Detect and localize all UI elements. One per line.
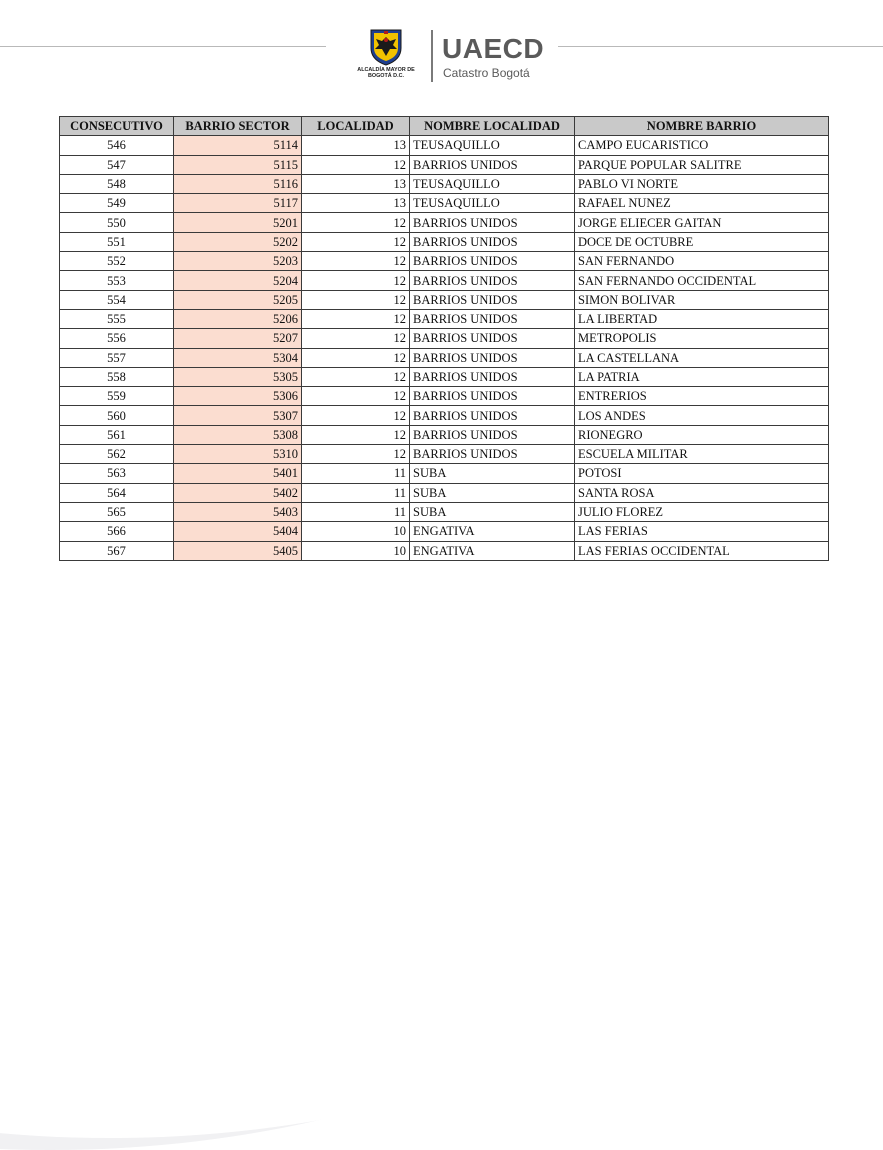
localidad-cell: 11	[302, 502, 410, 521]
table-row	[60, 522, 829, 541]
barrios-table	[59, 116, 829, 561]
nombre-localidad-cell: SUBA	[410, 483, 575, 502]
table-row	[60, 155, 829, 174]
barrio-sector-cell: 5404	[174, 522, 302, 541]
nombre-localidad-cell: BARRIOS UNIDOS	[410, 348, 575, 367]
brand-subtitle: Catastro Bogotá	[443, 66, 530, 80]
consecutivo-cell: 551	[60, 232, 174, 251]
localidad-cell: 12	[302, 329, 410, 348]
nombre-localidad-cell: BARRIOS UNIDOS	[410, 387, 575, 406]
table-row	[60, 309, 829, 328]
header-divider	[431, 30, 433, 82]
barrio-sector-cell: 5401	[174, 464, 302, 483]
barrio-sector-cell: 5202	[174, 232, 302, 251]
barrio-sector-cell: 5205	[174, 290, 302, 309]
barrio-sector-cell: 5201	[174, 213, 302, 232]
page-header	[0, 0, 883, 100]
barrio-sector-cell: 5310	[174, 445, 302, 464]
header-rule-left	[0, 46, 326, 47]
nombre-localidad-cell: TEUSAQUILLO	[410, 174, 575, 193]
consecutivo-cell: 554	[60, 290, 174, 309]
bogota-crest-icon	[368, 28, 404, 66]
consecutivo-cell: 565	[60, 502, 174, 521]
column-header-localidad: LOCALIDAD	[302, 117, 410, 136]
nombre-barrio-cell: SANTA ROSA	[575, 483, 829, 502]
localidad-cell: 12	[302, 232, 410, 251]
nombre-barrio-cell: JULIO FLOREZ	[575, 502, 829, 521]
nombre-barrio-cell: LOS ANDES	[575, 406, 829, 425]
nombre-localidad-cell: BARRIOS UNIDOS	[410, 232, 575, 251]
nombre-barrio-cell: LAS FERIAS OCCIDENTAL	[575, 541, 829, 560]
localidad-cell: 10	[302, 522, 410, 541]
brand-name: UAECD	[442, 33, 545, 64]
nombre-barrio-cell: SIMON BOLIVAR	[575, 290, 829, 309]
consecutivo-cell: 553	[60, 271, 174, 290]
consecutivo-cell: 561	[60, 425, 174, 444]
consecutivo-cell: 564	[60, 483, 174, 502]
table-row	[60, 425, 829, 444]
consecutivo-cell: 555	[60, 309, 174, 328]
table-row	[60, 232, 829, 251]
nombre-barrio-cell: POTOSI	[575, 464, 829, 483]
nombre-localidad-cell: BARRIOS UNIDOS	[410, 406, 575, 425]
column-header-nombre-localidad: NOMBRE LOCALIDAD	[410, 117, 575, 136]
table-row	[60, 464, 829, 483]
table-row	[60, 271, 829, 290]
barrio-sector-cell: 5117	[174, 194, 302, 213]
table-row	[60, 252, 829, 271]
table-row	[60, 329, 829, 348]
consecutivo-cell: 563	[60, 464, 174, 483]
table-row	[60, 194, 829, 213]
barrio-sector-cell: 5204	[174, 271, 302, 290]
consecutivo-cell: 549	[60, 194, 174, 213]
nombre-barrio-cell: LAS FERIAS	[575, 522, 829, 541]
localidad-cell: 12	[302, 309, 410, 328]
localidad-cell: 13	[302, 136, 410, 155]
localidad-cell: 12	[302, 155, 410, 174]
barrio-sector-cell: 5305	[174, 367, 302, 386]
table-row	[60, 290, 829, 309]
consecutivo-cell: 562	[60, 445, 174, 464]
table-row	[60, 367, 829, 386]
table-row	[60, 213, 829, 232]
nombre-localidad-cell: BARRIOS UNIDOS	[410, 329, 575, 348]
consecutivo-cell: 547	[60, 155, 174, 174]
nombre-barrio-cell: RAFAEL NUNEZ	[575, 194, 829, 213]
barrio-sector-cell: 5203	[174, 252, 302, 271]
localidad-cell: 13	[302, 194, 410, 213]
consecutivo-cell: 548	[60, 174, 174, 193]
barrios-table-container	[59, 116, 829, 561]
barrio-sector-cell: 5403	[174, 502, 302, 521]
consecutivo-cell: 559	[60, 387, 174, 406]
localidad-cell: 12	[302, 213, 410, 232]
nombre-localidad-cell: BARRIOS UNIDOS	[410, 290, 575, 309]
localidad-cell: 13	[302, 174, 410, 193]
consecutivo-cell: 557	[60, 348, 174, 367]
consecutivo-cell: 550	[60, 213, 174, 232]
nombre-localidad-cell: BARRIOS UNIDOS	[410, 309, 575, 328]
barrio-sector-cell: 5304	[174, 348, 302, 367]
nombre-localidad-cell: BARRIOS UNIDOS	[410, 367, 575, 386]
nombre-barrio-cell: LA LIBERTAD	[575, 309, 829, 328]
consecutivo-cell: 560	[60, 406, 174, 425]
nombre-barrio-cell: SAN FERNANDO OCCIDENTAL	[575, 271, 829, 290]
column-header-consecutivo: CONSECUTIVO	[60, 117, 174, 136]
barrio-sector-cell: 5116	[174, 174, 302, 193]
nombre-barrio-cell: LA PATRIA	[575, 367, 829, 386]
nombre-barrio-cell: CAMPO EUCARISTICO	[575, 136, 829, 155]
nombre-localidad-cell: SUBA	[410, 502, 575, 521]
barrio-sector-cell: 5308	[174, 425, 302, 444]
nombre-localidad-cell: BARRIOS UNIDOS	[410, 252, 575, 271]
localidad-cell: 12	[302, 425, 410, 444]
localidad-cell: 10	[302, 541, 410, 560]
nombre-barrio-cell: SAN FERNANDO	[575, 252, 829, 271]
localidad-cell: 12	[302, 406, 410, 425]
nombre-localidad-cell: ENGATIVA	[410, 522, 575, 541]
header-rule-right	[558, 46, 883, 47]
nombre-localidad-cell: TEUSAQUILLO	[410, 194, 575, 213]
nombre-localidad-cell: BARRIOS UNIDOS	[410, 425, 575, 444]
consecutivo-cell: 546	[60, 136, 174, 155]
consecutivo-cell: 558	[60, 367, 174, 386]
barrio-sector-cell: 5306	[174, 387, 302, 406]
table-row	[60, 483, 829, 502]
nombre-localidad-cell: BARRIOS UNIDOS	[410, 155, 575, 174]
localidad-cell: 12	[302, 367, 410, 386]
nombre-barrio-cell: ESCUELA MILITAR	[575, 445, 829, 464]
nombre-barrio-cell: LA CASTELLANA	[575, 348, 829, 367]
nombre-barrio-cell: JORGE ELIECER GAITAN	[575, 213, 829, 232]
consecutivo-cell: 566	[60, 522, 174, 541]
nombre-barrio-cell: PARQUE POPULAR SALITRE	[575, 155, 829, 174]
nombre-localidad-cell: TEUSAQUILLO	[410, 136, 575, 155]
barrio-sector-cell: 5115	[174, 155, 302, 174]
nombre-barrio-cell: DOCE DE OCTUBRE	[575, 232, 829, 251]
consecutivo-cell: 556	[60, 329, 174, 348]
nombre-localidad-cell: BARRIOS UNIDOS	[410, 271, 575, 290]
nombre-localidad-cell: BARRIOS UNIDOS	[410, 213, 575, 232]
barrio-sector-cell: 5114	[174, 136, 302, 155]
barrio-sector-cell: 5405	[174, 541, 302, 560]
table-header-row	[60, 117, 829, 136]
barrio-sector-cell: 5402	[174, 483, 302, 502]
table-row	[60, 174, 829, 193]
table-row	[60, 136, 829, 155]
nombre-localidad-cell: SUBA	[410, 464, 575, 483]
table-row	[60, 387, 829, 406]
nombre-localidad-cell: ENGATIVA	[410, 541, 575, 560]
column-header-barrio-sector: BARRIO SECTOR	[174, 117, 302, 136]
localidad-cell: 12	[302, 387, 410, 406]
localidad-cell: 12	[302, 445, 410, 464]
table-row	[60, 348, 829, 367]
consecutivo-cell: 567	[60, 541, 174, 560]
barrio-sector-cell: 5207	[174, 329, 302, 348]
table-row	[60, 445, 829, 464]
nombre-barrio-cell: ENTRERIOS	[575, 387, 829, 406]
localidad-cell: 12	[302, 271, 410, 290]
localidad-cell: 11	[302, 464, 410, 483]
localidad-cell: 11	[302, 483, 410, 502]
column-header-nombre-barrio: NOMBRE BARRIO	[575, 117, 829, 136]
consecutivo-cell: 552	[60, 252, 174, 271]
nombre-barrio-cell: METROPOLIS	[575, 329, 829, 348]
localidad-cell: 12	[302, 290, 410, 309]
nombre-localidad-cell: BARRIOS UNIDOS	[410, 445, 575, 464]
barrio-sector-cell: 5206	[174, 309, 302, 328]
table-body	[60, 136, 829, 561]
table-row	[60, 406, 829, 425]
table-row	[60, 502, 829, 521]
table-row	[60, 541, 829, 560]
nombre-barrio-cell: RIONEGRO	[575, 425, 829, 444]
barrio-sector-cell: 5307	[174, 406, 302, 425]
localidad-cell: 12	[302, 348, 410, 367]
nombre-barrio-cell: PABLO VI NORTE	[575, 174, 829, 193]
org-name: ALCALDÍA MAYOR DE BOGOTÁ D.C.	[357, 67, 415, 79]
localidad-cell: 12	[302, 252, 410, 271]
